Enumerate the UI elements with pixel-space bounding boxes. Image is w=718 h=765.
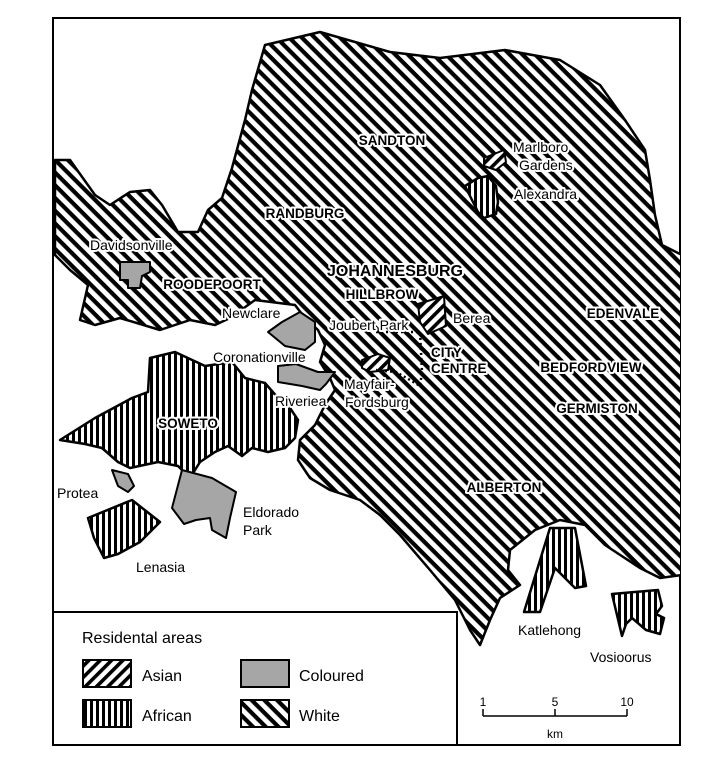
label-roodepoort: ROODEPOORT (163, 277, 261, 292)
legend-swatch-african (83, 700, 131, 727)
label-mayfair-line1: Mayfair- (344, 376, 395, 392)
label-germiston: GERMISTON (556, 401, 638, 416)
legend-swatch-white (241, 700, 289, 727)
label-davidsonville: Davidsonville (90, 237, 173, 253)
label-vosloorus: Vosioorus (590, 649, 652, 665)
legend-label-african: African (142, 708, 192, 725)
label-city-line2: CENTRE (431, 361, 487, 376)
legend-label-asian: Asian (142, 668, 183, 685)
label-bedfordview: BEDFORDVIEW (540, 360, 642, 375)
legend-label-coloured: Coloured (299, 668, 364, 685)
label-lenasia: Lenasia (136, 559, 186, 575)
label-sandton: SANDTON (358, 133, 426, 148)
label-alexandra: Alexandra (514, 186, 578, 202)
label-protea: Protea (57, 485, 99, 501)
label-berea: Berea (453, 310, 491, 326)
scale-label-10: 10 (620, 695, 634, 709)
label-city-line1: CITY (431, 345, 462, 360)
label-katlehong: Katlehong (518, 622, 582, 638)
label-eldorado-line2: Park (243, 522, 272, 538)
label-coronationville: Coronationville (213, 349, 306, 365)
scale-unit: km (547, 727, 563, 741)
legend-swatch-asian (83, 660, 131, 687)
label-randburg: RANDBURG (265, 206, 345, 221)
label-hillbrow: HILLBROW (345, 287, 419, 302)
legend-label-white: White (299, 708, 340, 725)
label-johannesburg: JOHANNESBURG (326, 263, 464, 280)
scale-label-1: 1 (479, 695, 487, 709)
label-joubert-park: Joubert Park (329, 317, 409, 333)
label-marlboro-line2: Gardens (519, 157, 573, 173)
scale-label-5: 5 (551, 695, 559, 709)
label-marlboro-line1: Marlboro (513, 139, 569, 155)
legend-swatch-coloured (241, 660, 289, 687)
label-riverlea: Riveriea (275, 393, 327, 409)
label-alberton: ALBERTON (466, 480, 542, 495)
label-eldorado-line1: Eldorado (243, 504, 300, 520)
legend (53, 612, 457, 745)
legend-title: Residental areas (82, 630, 203, 647)
label-newclare: Newclare (222, 305, 281, 321)
label-edenvale: EDENVALE (586, 306, 660, 321)
label-soweto: SOWETO (158, 416, 218, 431)
label-mayfair-line2: Fordsburg (345, 394, 409, 410)
